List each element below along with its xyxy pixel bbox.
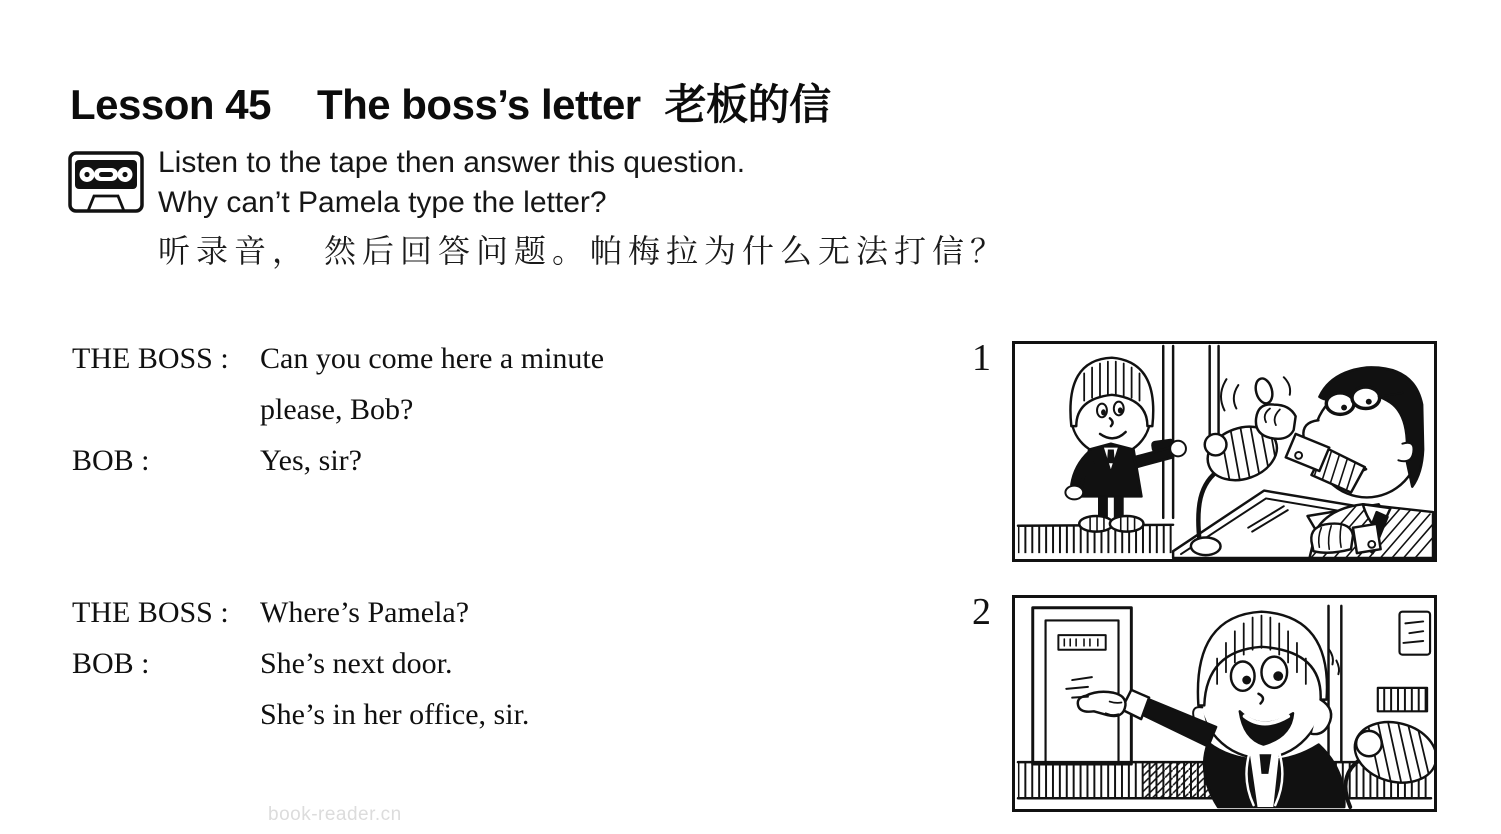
dialogue-line [72,647,712,698]
instruction-chinese: 听录音， 然后回答问题。帕梅拉为什么无法打信？ [158,233,1009,269]
dialogue-line [72,596,712,647]
dialogue-block-1 [72,342,712,495]
speaker-label: THE BOSS : [72,342,229,375]
listening-instruction [158,143,745,223]
speaker-label: BOB : [72,647,150,680]
speaker-label: THE BOSS : [72,596,229,629]
instruction-line-2: Why can’t Pamela type the letter? [158,186,607,219]
dialogue-line [72,444,712,495]
lesson-number: Lesson 45 [70,81,271,129]
dialogue-text: She’s next door. [260,647,453,680]
dialogue-text: She’s in her office, sir. [260,698,530,731]
watermark: book-reader.cn [268,804,402,825]
dialogue-line [72,698,712,749]
dialogue-text: Yes, sir? [260,444,362,477]
instruction-line-1: Listen to the tape then answer this question. [158,146,746,179]
dialogue-text: please, Bob? [260,393,414,426]
lesson-title-chinese: 老板的信 [664,81,831,129]
lesson-title [70,72,831,132]
dialogue-text: Where’s Pamela? [260,596,470,629]
dialogue-line [72,342,712,393]
panel-number-1: 1 [972,337,991,379]
dialogue-line [72,393,712,444]
lesson-title-english: The boss’s letter [316,81,641,129]
cassette-tape-icon [66,149,146,219]
dialogue-block-2 [72,596,712,749]
speaker-label: BOB : [72,444,150,477]
dialogue-text: Can you come here a minute [260,342,605,375]
panel-1-illustration [1012,341,1437,562]
panel-2-illustration [1012,595,1437,812]
panel-number-2: 2 [972,591,991,633]
